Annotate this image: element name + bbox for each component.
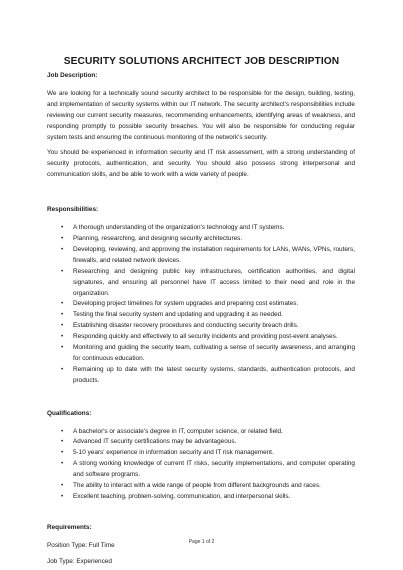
bullet-icon: • bbox=[61, 300, 64, 308]
spacer bbox=[47, 82, 355, 89]
list-item bbox=[47, 299, 355, 310]
list-item bbox=[47, 343, 355, 365]
list-item bbox=[47, 437, 355, 448]
bullet-icon: • bbox=[61, 493, 64, 500]
list-item-text: Developing, reviewing, and approving the installation requirements for LANs, WANs, VPNs, routers, firewalls, and related network devices. bbox=[73, 245, 355, 264]
list-item bbox=[47, 310, 355, 321]
list-item-text: A bachelor's or associate's degree in IT, computer science, or related field. bbox=[73, 427, 283, 435]
list-item bbox=[47, 267, 355, 300]
bullet-icon: • bbox=[61, 234, 64, 242]
job-type: Job Type: Experienced bbox=[47, 557, 112, 565]
list-item-text: Testing the final security system and updating and upgrading it as needed. bbox=[73, 311, 283, 319]
bullet-icon: • bbox=[61, 427, 64, 435]
list-item-text: Responding quickly and effectively to all security incidents and providing post-event analyses. bbox=[73, 333, 338, 341]
responsibilities-list bbox=[47, 223, 355, 387]
job-description-paragraph-2: You should be experienced in information security and IT risk assessment, with a strong understanding of security protocols, authentication, and security. You should also possess strong interpersonal and communication skills, and be able to work with a wide variety of people. bbox=[47, 149, 355, 179]
list-item-text: Monitoring and guiding the security team, cultivating a sense of security awareness, and arranging for continuous education. bbox=[73, 344, 355, 362]
job-description-paragraph-1: We are looking for a technically sound security architect to be responsible for the design, building, testing, and implementation of security systems within our IT network. The security architect's responsibilities include reviewing our current security measures, recommending enhancements, identifying areas of weakness, and responding promptly to possible security breaches. You will also be responsible for conducting regular system tests and ensuring the continuous monitoring of the network's security. bbox=[47, 89, 355, 141]
bullet-icon: • bbox=[61, 224, 64, 232]
requirements-heading: Requirements: bbox=[47, 523, 92, 531]
bullet-icon: • bbox=[61, 333, 64, 341]
list-item bbox=[47, 459, 355, 481]
bullet-icon: • bbox=[61, 311, 64, 319]
list-item bbox=[47, 492, 355, 503]
spacer bbox=[47, 420, 355, 427]
list-item-text: Remaining up to date with the latest security systems, standards, authentication protocols, and products. bbox=[73, 365, 355, 384]
spacer bbox=[47, 216, 355, 223]
list-item-text: Excellent teaching, problem-solving, communication, and interpersonal skills. bbox=[73, 493, 291, 500]
list-item bbox=[47, 245, 355, 267]
list-item bbox=[47, 223, 355, 234]
qualifications-heading: Qualifications: bbox=[47, 409, 92, 417]
bullet-icon: • bbox=[61, 267, 64, 275]
list-item bbox=[47, 365, 355, 387]
bullet-icon: • bbox=[61, 245, 64, 253]
list-item-text: 5-10 years' experience in information security and IT risk management. bbox=[73, 449, 274, 457]
list-item bbox=[47, 321, 355, 332]
list-item bbox=[47, 481, 355, 492]
spacer bbox=[47, 503, 355, 523]
list-item-text: Researching and designing public key infrastructures, certification authorities, and digital signatures, and ensuring all personnel have IT access limited to their need and role in the organization. bbox=[73, 267, 355, 297]
document-body bbox=[47, 71, 355, 568]
list-item bbox=[47, 332, 355, 343]
list-item bbox=[47, 427, 355, 438]
bullet-icon: • bbox=[61, 482, 64, 490]
bullet-icon: • bbox=[61, 449, 64, 457]
list-item-text: Developing project timelines for system upgrades and preparing cost estimates. bbox=[73, 300, 299, 308]
bullet-icon: • bbox=[61, 344, 64, 352]
document-title: SECURITY SOLUTIONS ARCHITECT JOB DESCRIPTION bbox=[63, 56, 340, 67]
list-item-text: Establishing disaster recovery procedures and conducting security breach drills. bbox=[73, 322, 299, 330]
page-number: Page 1 of 2 bbox=[188, 539, 215, 545]
list-item bbox=[47, 448, 355, 459]
list-item-text: Planning, researching, and designing security architectures. bbox=[73, 234, 243, 242]
list-item-text: Advanced IT security certifications may be advantageous. bbox=[73, 438, 237, 446]
spacer bbox=[47, 181, 355, 205]
bullet-icon: • bbox=[61, 365, 64, 373]
list-item-text: A thorough understanding of the organization's technology and IT systems. bbox=[73, 224, 285, 232]
responsibilities-heading: Responsibilities: bbox=[47, 206, 99, 214]
bullet-icon: • bbox=[61, 322, 64, 330]
position-type: Position Type: Full Time bbox=[47, 541, 115, 549]
list-item-text: A strong working knowledge of current IT risks, security implementations, and computer operating and software programs. bbox=[73, 460, 355, 479]
qualifications-list bbox=[47, 427, 355, 503]
bullet-icon: • bbox=[61, 438, 64, 446]
list-item-text: The ability to interact with a wide range of people from different backgrounds and races. bbox=[73, 482, 321, 490]
bullet-icon: • bbox=[61, 460, 64, 468]
job-description-heading: Job Description: bbox=[47, 72, 98, 79]
spacer bbox=[47, 387, 355, 409]
list-item bbox=[47, 234, 355, 245]
